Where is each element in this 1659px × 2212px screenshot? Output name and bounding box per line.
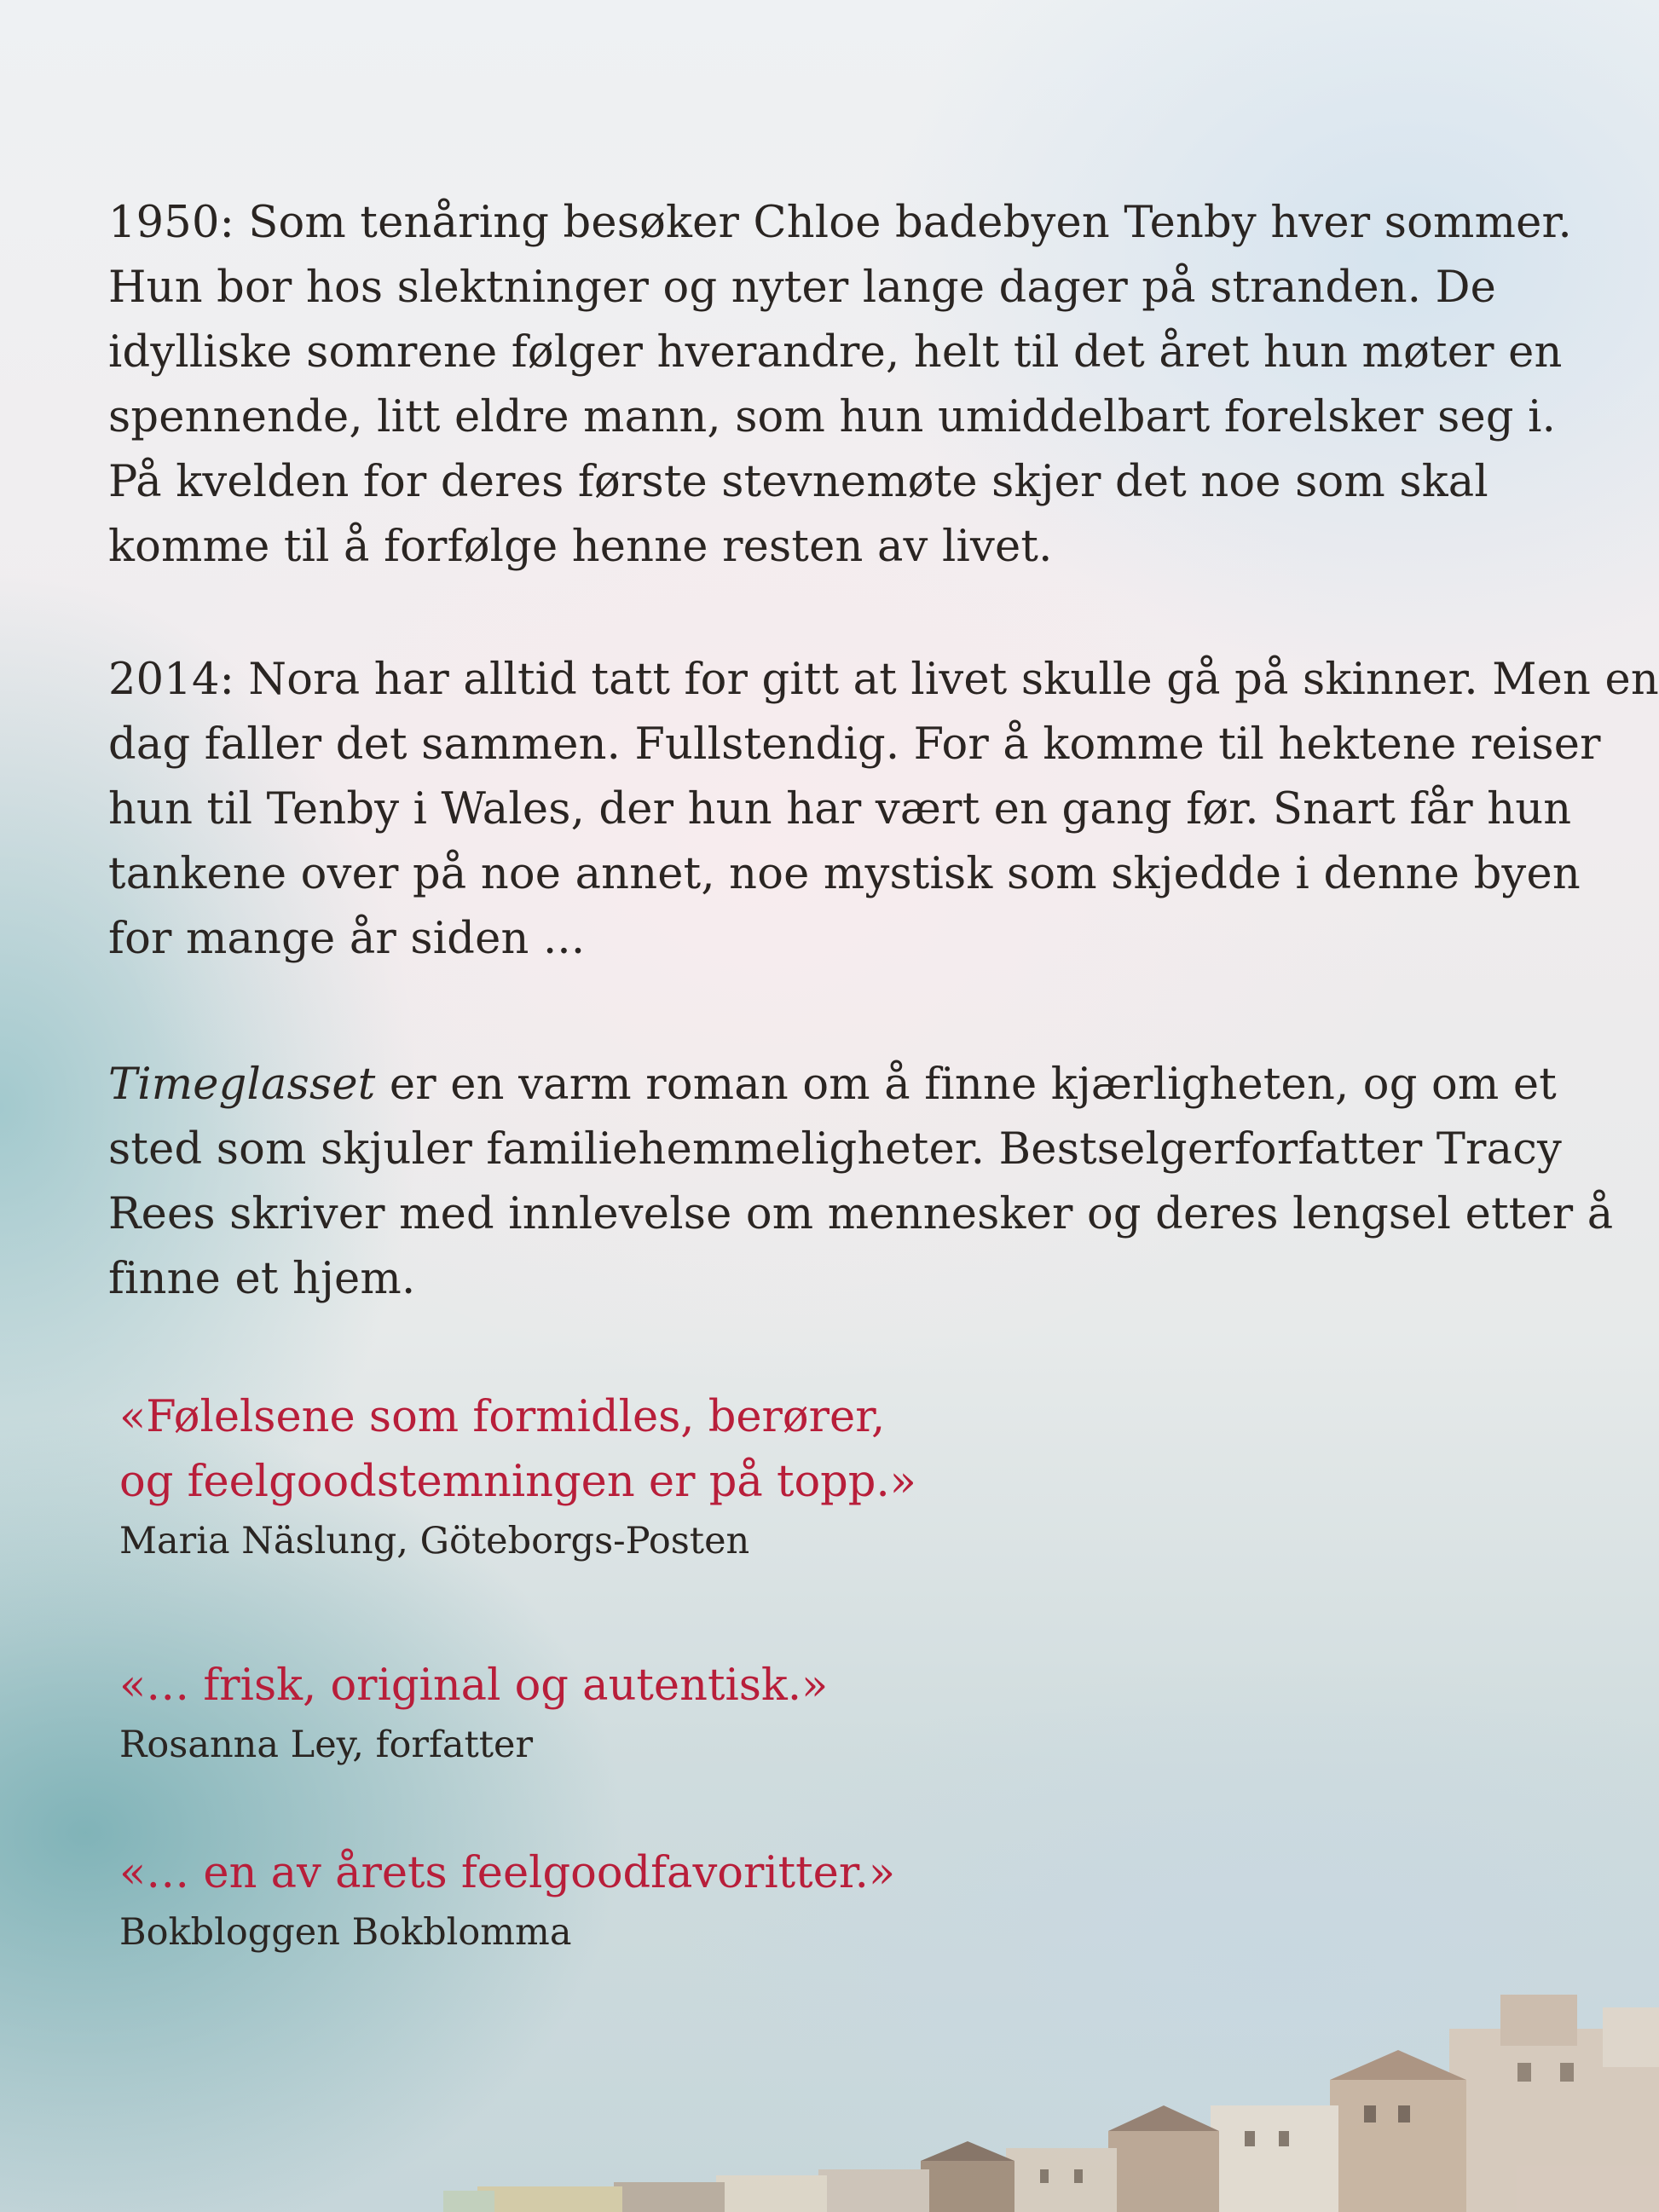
blurb-line: finne et hjem. (108, 1254, 416, 1304)
review-quote-text: «… frisk, original og autentisk.» (119, 1660, 829, 1711)
blurb-line-rest: er en varm roman om å finne kjærligheten, og om et (375, 1060, 1557, 1110)
review-source: Rosanna Ley, forfatter (119, 1724, 534, 1766)
blurb-line: 1950: Som tenåring besøker Chloe badebyen Tenby hver sommer. (108, 198, 1572, 248)
blurb-line: På kvelden for deres første stevnemøte skjer det noe som skal (108, 457, 1488, 507)
blurb-line: for mange år siden ... (108, 914, 586, 964)
blurb-line: dag faller det sammen. Fullstendig. For å komme til hektene reiser (108, 719, 1601, 770)
review-quote-text: «… en av årets feelgoodfavoritter.» (119, 1848, 896, 1898)
review-source: Bokbloggen Bokblomma (119, 1911, 572, 1954)
blurb-line: hun til Tenby i Wales, der hun har vært en gang før. Snart får hun (108, 784, 1572, 835)
review-quote-text: og feelgoodstemningen er på topp.» (119, 1457, 916, 1507)
blurb-line: idylliske somrene følger hverandre, helt til det året hun møter en (108, 327, 1563, 378)
blurb-line: Hun bor hos slektninger og nyter lange dager på stranden. De (108, 263, 1497, 313)
blurb-line: spennende, litt eldre mann, som hun umiddelbart forelsker seg i. (108, 392, 1557, 442)
blurb-line: Rees skriver med innlevelse om mennesker og deres lengsel etter å (108, 1189, 1614, 1239)
review-quote-text: «Følelsene som formidles, berører, (119, 1392, 886, 1442)
blurb-line: komme til å forfølge henne resten av livet. (108, 522, 1053, 572)
blurb-line: 2014: Nora har alltid tatt for gitt at livet skulle gå på skinner. Men en (108, 655, 1659, 705)
review-source: Maria Näslung, Göteborgs-Posten (119, 1520, 750, 1562)
book-title: Timeglasset (108, 1060, 376, 1110)
blurb-line: tankene over på noe annet, noe mystisk som skjedde i denne byen (108, 849, 1581, 899)
blurb-line: sted som skjuler familiehemmeligheter. Bestselgerforfatter Tracy (108, 1124, 1563, 1175)
